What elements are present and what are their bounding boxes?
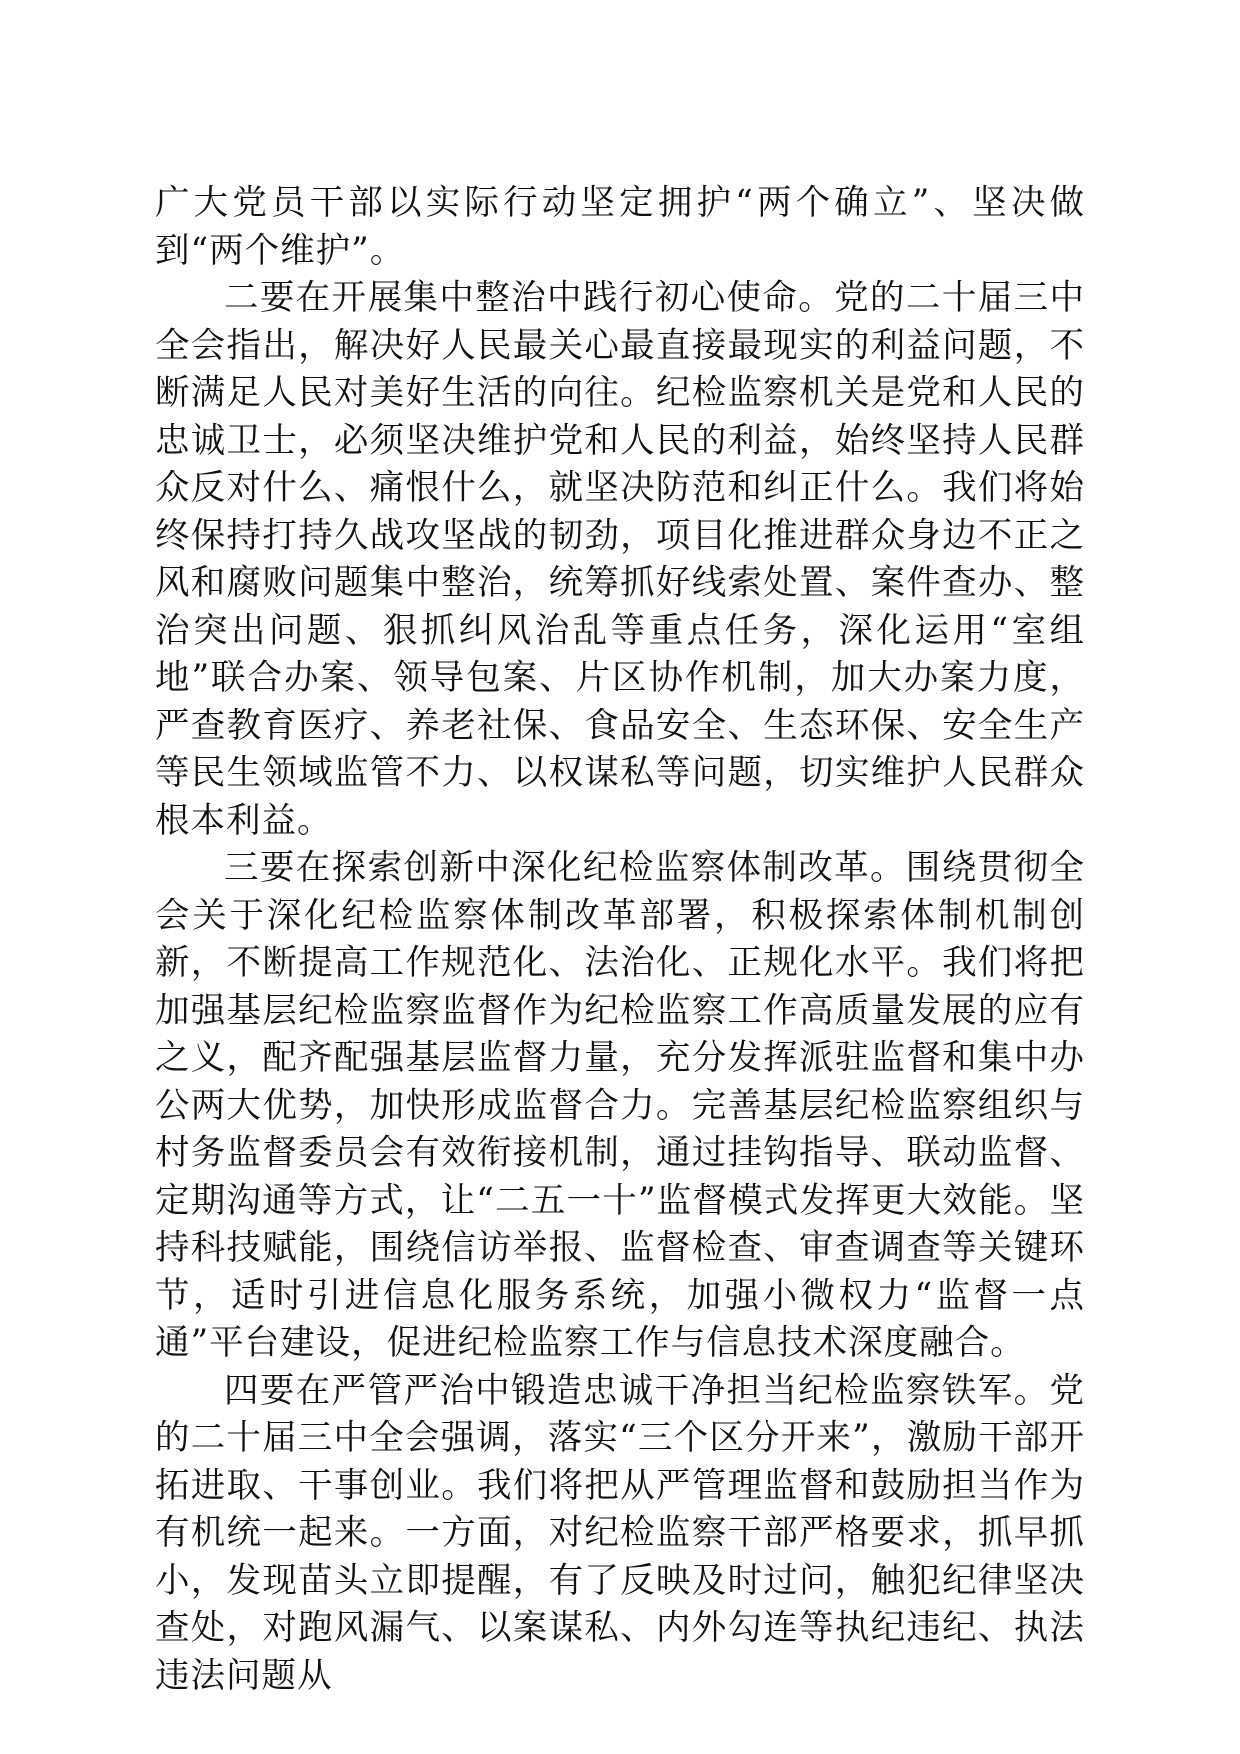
paragraph-third-requirement: 三要在探索创新中深化纪检监察体制改革。围绕贯彻全会关于深化纪检监察体制改革部署，积极探索体制机制创新，不断提高工作规范化、法治化、正规化水平。我们将把加强基层纪检监察监督作为纪检监察工作高质量发展的应有之义，配齐配强基层监督力量，充分发挥派驻监督和集中办公两大优势，加快形成监督合力。完善基层纪检监察组织与村务监督委员会有效衔接机制，通过挂钩指导、联动监督、定期沟通等方式，让“二五一十”监督模式发挥更大效能。坚持科技赋能，围绕信访举报、监督检查、审查调查等关键环节，适时引进信息化服务系统，加强小微权力“监督一点通”平台建设，促进纪检监察工作与信息技术深度融合。 [155,848,1085,1363]
paragraph-second-requirement: 二要在开展集中整治中践行初心使命。党的二十届三中全会指出，解决好人民最关心最直接最现实的利益问题，不断满足人民对美好生活的向往。纪检监察机关是党和人民的忠诚卫士，必须坚决维护党和人民的利益，始终坚持人民群众反对什么、痛恨什么，就坚决防范和纠正什么。我们将始终保持打持久战攻坚战的韧劲，项目化推进群众身边不正之风和腐败问题集中整治，统筹抓好线索处置、案件查办、整治突出问题、狠抓纠风治乱等重点任务，深化运用“室组地”联合办案、领导包案、片区协作机制，加大办案力度，严查教育医疗、养老社保、食品安全、生态环保、安全生产等民生领域监管不力、以权谋私等问题，切实维护人民群众根本利益。 [155,278,1085,841]
paragraph-continuation: 广大党员干部以实际行动坚定拥护“两个确立”、坚决做到“两个维护”。 [155,183,1085,271]
paragraph-fourth-requirement: 四要在严管严治中锻造忠诚干净担当纪检监察铁军。党的二十届三中全会强调，落实“三个区分开来”，激励干部开拓进取、干事创业。我们将把从严管理监督和鼓励担当作为有机统一起来。一方面，对纪检监察干部严格要求，抓早抓小，发现苗头立即提醒，有了反映及时过问，触犯纪律坚决查处，对跑风漏气、以案谋私、内外勾连等执纪违纪、执法违法问题从 [155,1370,1085,1696]
document-body [155,180,1085,1700]
